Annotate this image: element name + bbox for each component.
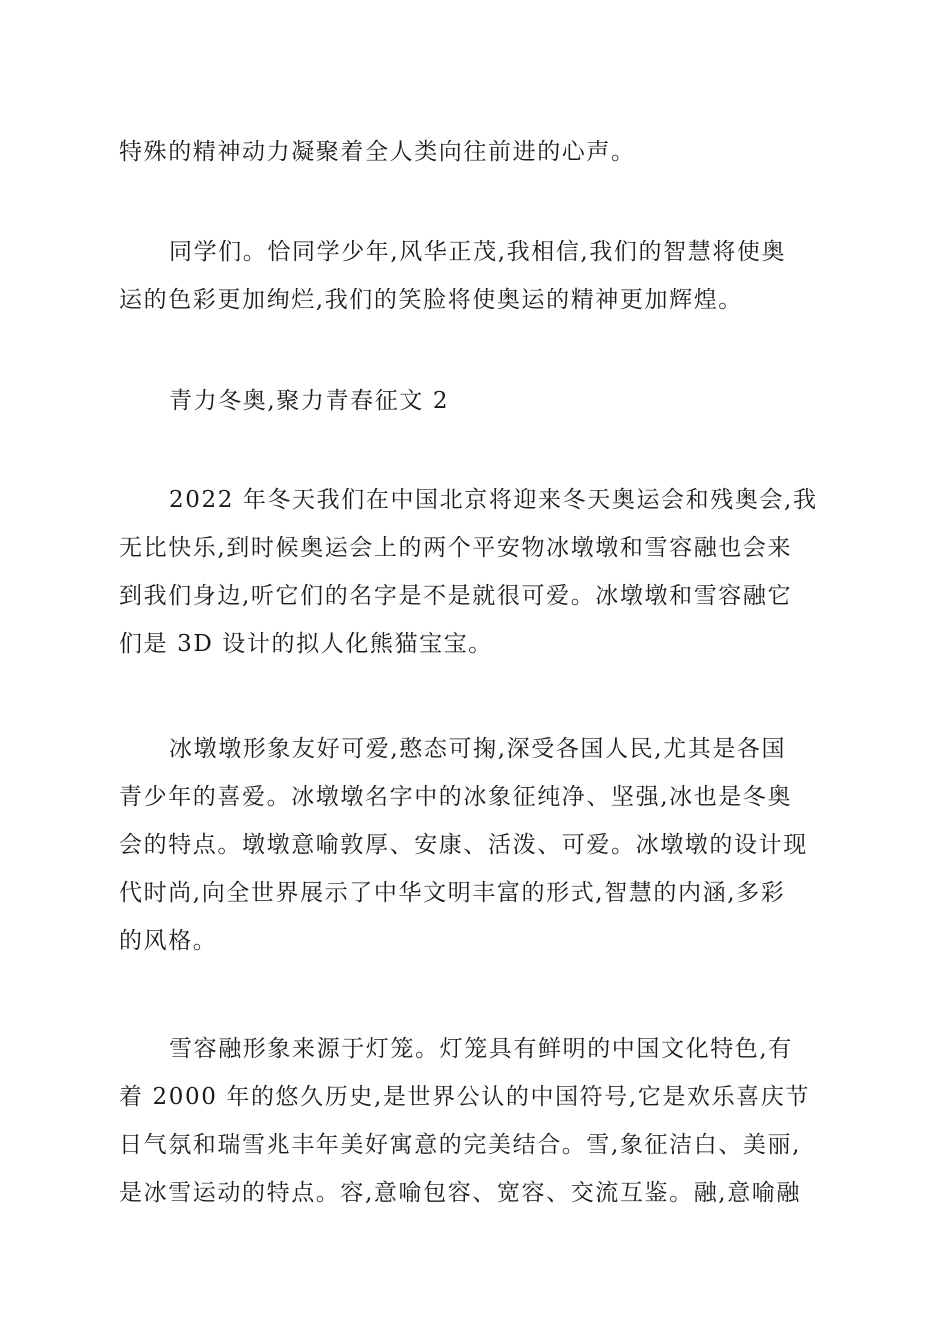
paragraph-line: 无比快乐,到时候奥运会上的两个平安物冰墩墩和雪容融也会来 [119,535,793,561]
paragraph-line: 的风格。 [119,928,218,954]
paragraph-line: 会的特点。墩墩意喻敦厚、安康、活泼、可爱。冰墩墩的设计现 [119,832,808,858]
paragraph-3 [119,476,839,668]
paragraph-5 [119,1025,839,1217]
paragraph-line: 同学们。恰同学少年,风华正茂,我相信,我们的智慧将使奥 [169,239,787,265]
paragraph-2 [119,228,839,324]
section-heading [119,377,839,425]
paragraph-line: 们是 3D 设计的拟人化熊猫宝宝。 [119,631,493,657]
paragraph-line: 代时尚,向全世界展示了中华文明丰富的形式,智慧的内涵,多彩 [119,880,786,906]
paragraph-line: 青少年的喜爱。冰墩墩名字中的冰象征纯净、坚强,冰也是冬奥 [119,784,793,810]
paragraph-line: 是冰雪运动的特点。容,意喻包容、宽容、交流互鉴。融,意喻融 [119,1180,802,1206]
paragraph-line: 雪容融形象来源于灯笼。灯笼具有鲜明的中国文化特色,有 [169,1036,793,1062]
paragraph-line: 运的色彩更加绚烂,我们的笑脸将使奥运的精神更加辉煌。 [119,287,743,313]
paragraph-line: 冰墩墩形象友好可爱,憨态可掬,深受各国人民,尤其是各国 [169,736,787,762]
paragraph-1 [119,128,839,176]
paragraph-line: 着 2000 年的悠久历史,是世界公认的中国符号,它是欢乐喜庆节 [119,1084,810,1110]
paragraph-line: 到我们身边,听它们的名字是不是就很可爱。冰墩墩和雪容融它 [119,583,793,609]
paragraph-line: 日气氛和瑞雪兆丰年美好寓意的完美结合。雪,象征洁白、美丽, [119,1132,802,1158]
paragraph-line: 2022 年冬天我们在中国北京将迎来冬天奥运会和残奥会,我 [169,487,818,513]
paragraph-4 [119,725,839,965]
paragraph-line: 特殊的精神动力凝聚着全人类向往前进的心声。 [119,139,636,165]
heading-text: 青力冬奥,聚力青春征文 2 [169,388,450,414]
